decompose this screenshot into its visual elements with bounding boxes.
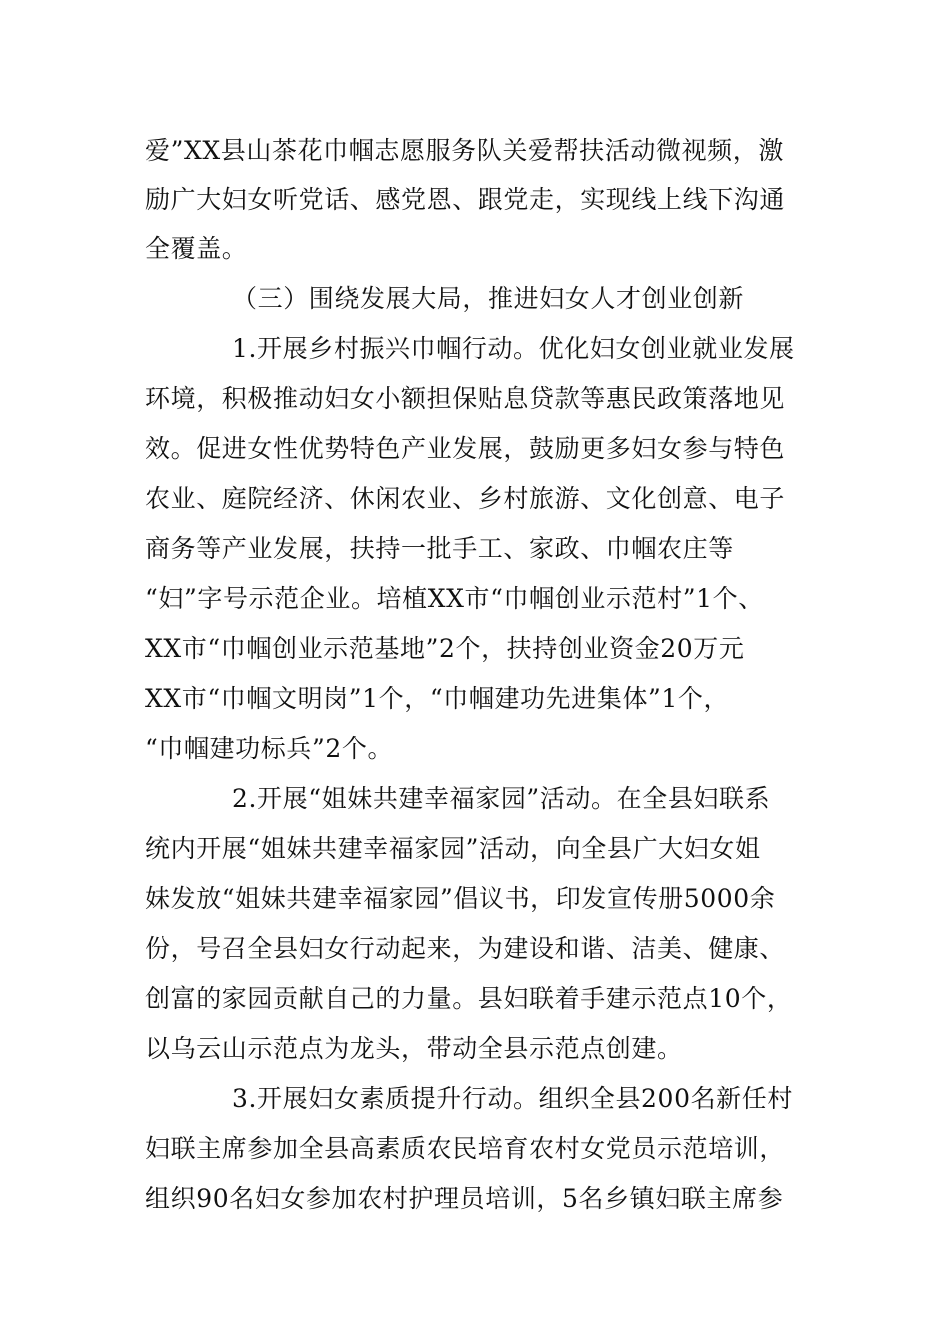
text-line: “妇”字号示范企业。培植XX市“巾帼创业示范村”1个、 [145, 584, 764, 613]
text-line: 商务等产业发展，扶持一批手工、家政、巾帼农庄等 [145, 534, 734, 563]
text-line: 创富的家园贡献自己的力量。县妇联着手建示范点10个， [145, 984, 793, 1013]
text-line: 妇联主席参加全县高素质农民培育农村女党员示范培训， [145, 1134, 786, 1163]
paragraph-first-line: 3.开展妇女素质提升行动。组织全县200名新任村 [232, 1084, 793, 1113]
text-line: XX市“巾帼文明岗”1个，“巾帼建功先进集体”1个， [145, 684, 730, 713]
text-line: 组织90名妇女参加农村护理员培训，5名乡镇妇联主席参 [145, 1184, 784, 1213]
paragraph-first-line: 1.开展乡村振兴巾帼行动。优化妇女创业就业发展 [232, 334, 795, 363]
text-line: 份，号召全县妇女行动起来，为建设和谐、洁美、健康、 [145, 934, 786, 963]
text-line: 以乌云山示范点为龙头，带动全县示范点创建。 [145, 1034, 683, 1063]
text-line: 励广大妇女听党话、感党恩、跟党走，实现线上线下沟通 [145, 185, 786, 214]
paragraph-first-line: 2.开展“姐妹共建幸福家园”活动。在全县妇联系 [232, 784, 771, 813]
text-line: 环境，积极推动妇女小额担保贴息贷款等惠民政策落地见 [145, 384, 786, 413]
text-line: 妹发放“姐妹共建幸福家园”倡议书，印发宣传册5000余 [145, 884, 776, 913]
text-line: 统内开展“姐妹共建幸福家园”活动，向全县广大妇女姐 [145, 834, 761, 863]
text-line: 效。促进女性优势特色产业发展，鼓励更多妇女参与特色 [145, 434, 786, 463]
text-line: 农业、庭院经济、休闲农业、乡村旅游、文化创意、电子 [145, 484, 786, 513]
text-line: 全覆盖。 [145, 234, 248, 263]
text-line: XX市“巾帼创业示范基地”2个，扶持创业资金20万元 [145, 634, 745, 663]
text-line: 爱”XX县山茶花巾帼志愿服务队关爱帮扶活动微视频，激 [145, 136, 784, 165]
section-heading: （三）围绕发展大局，推进妇女人才创业创新 [232, 284, 745, 313]
text-line: “巾帼建功标兵”2个。 [145, 734, 394, 763]
